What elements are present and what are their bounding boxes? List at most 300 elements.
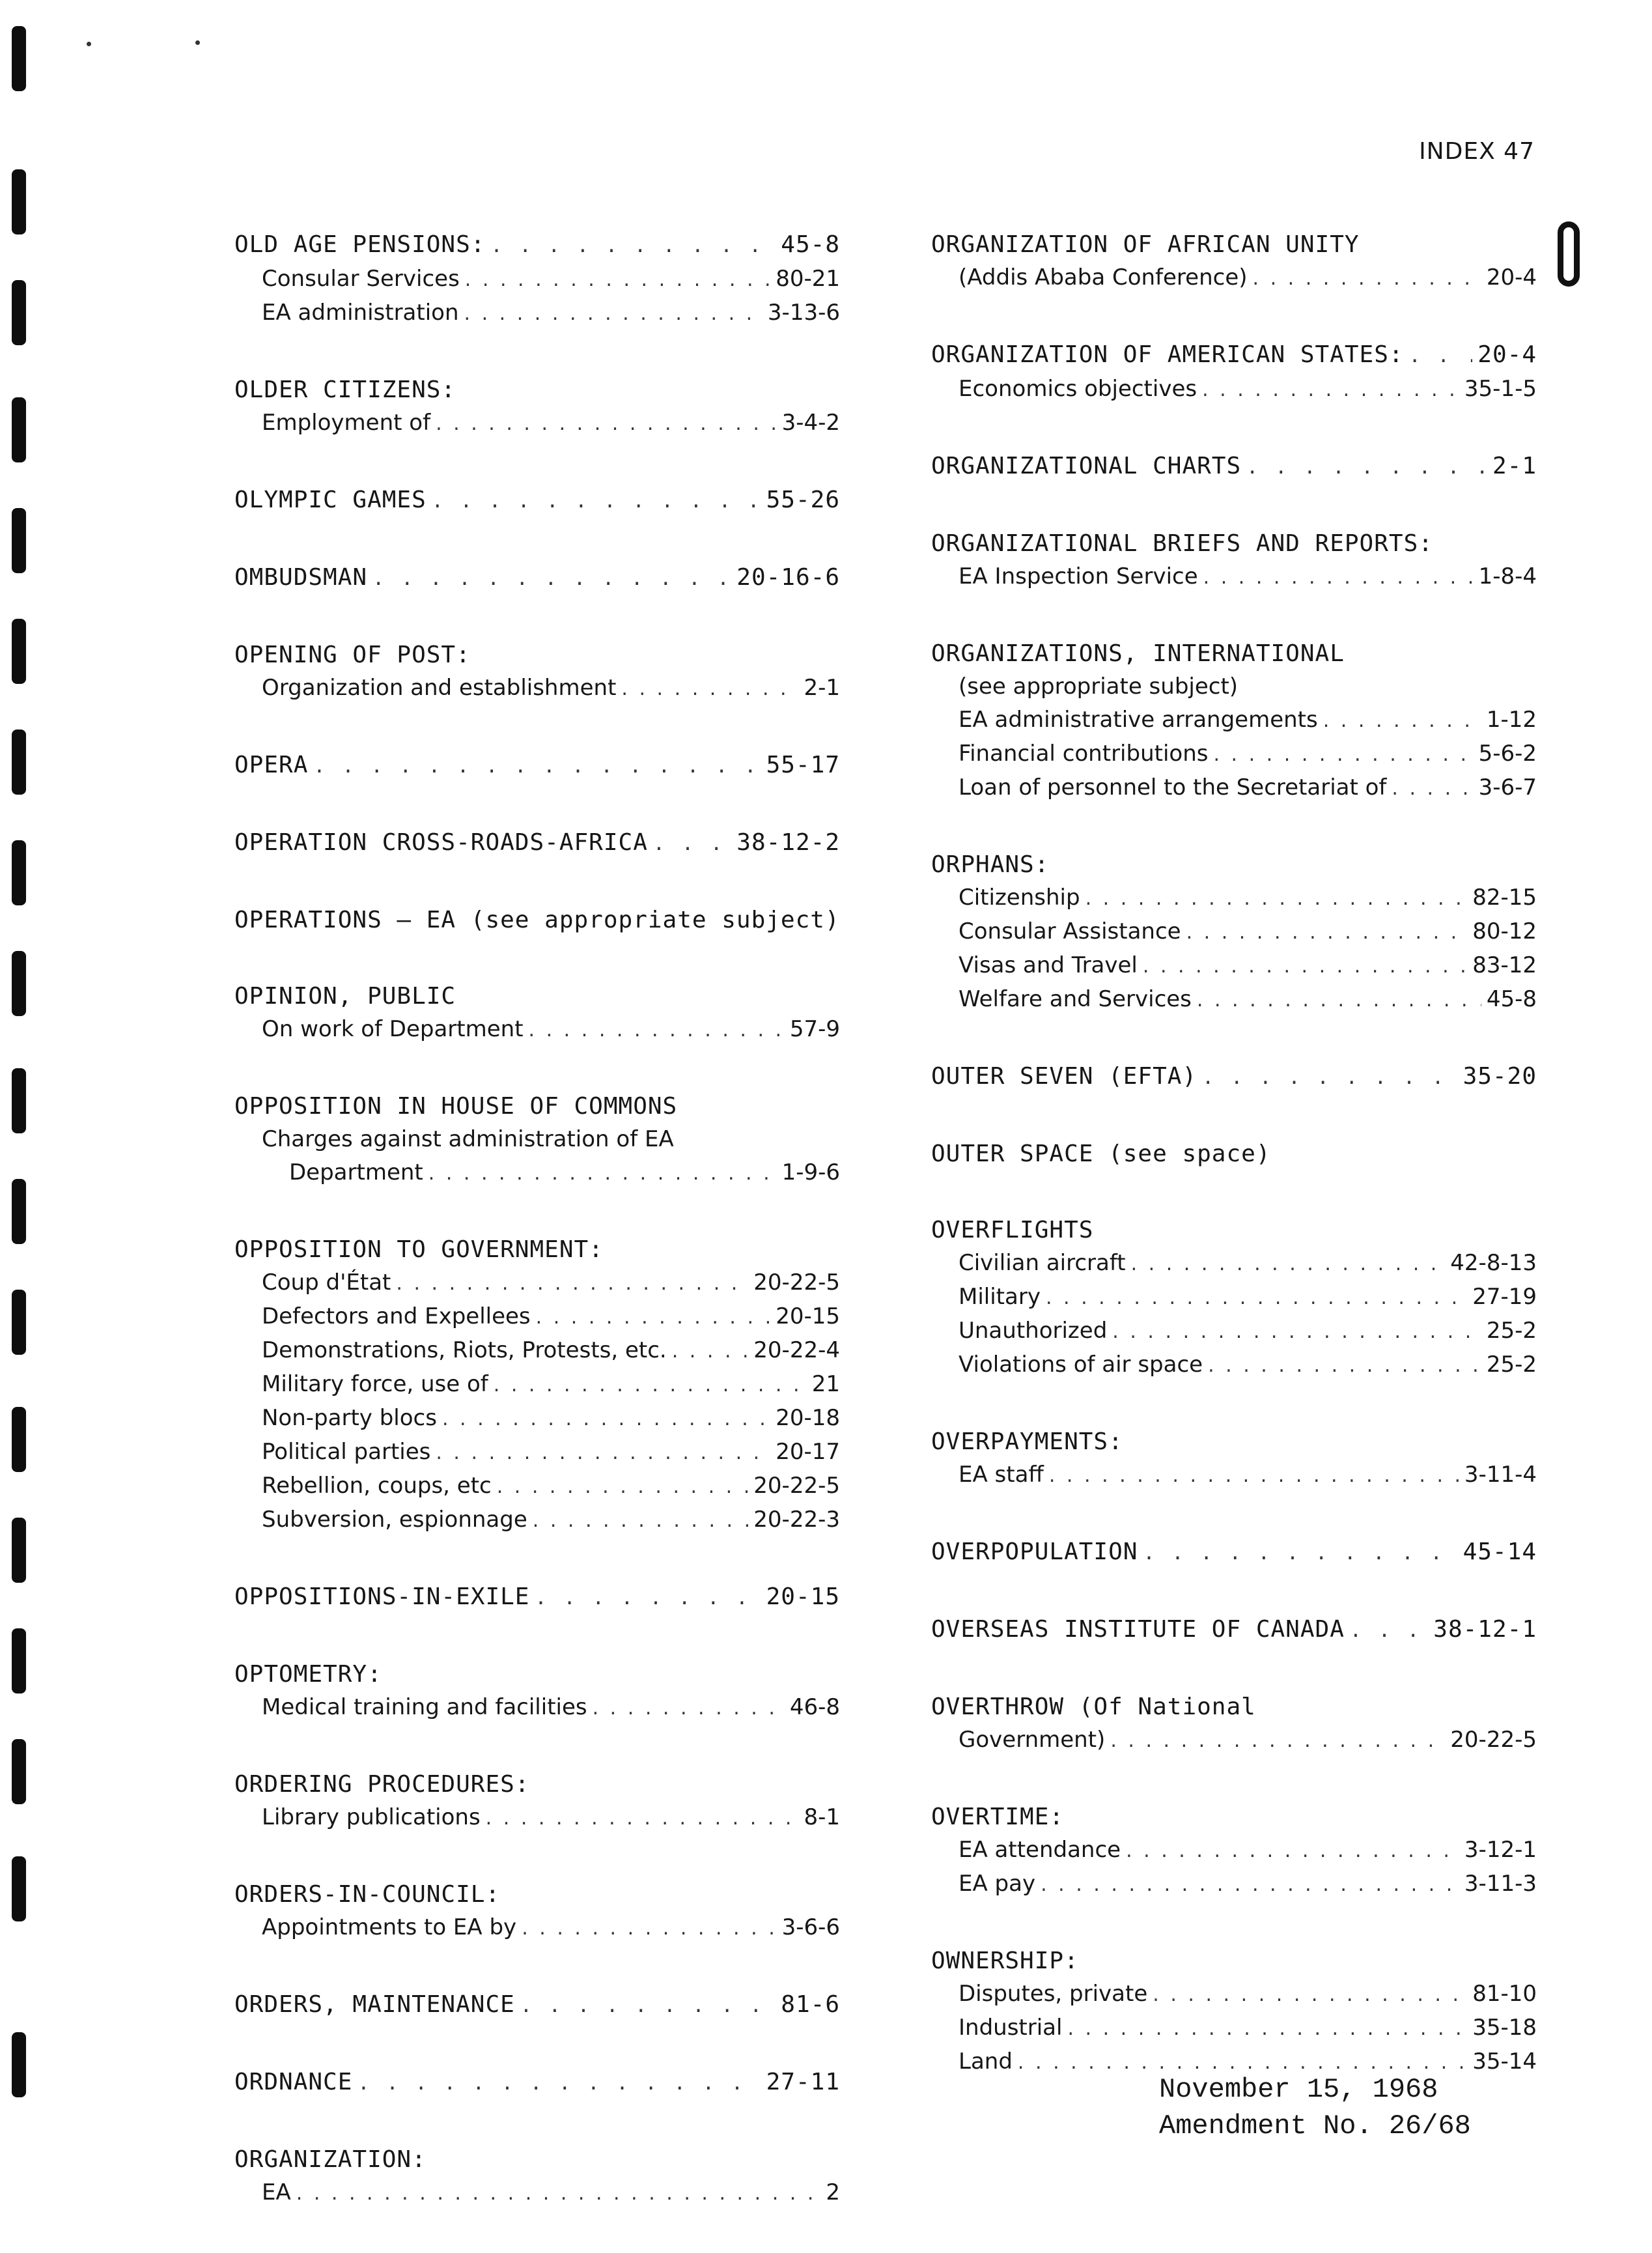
subentry	[931, 1834, 1537, 1867]
entry-heading	[234, 2065, 840, 2100]
dot-leader	[442, 1402, 770, 1436]
subentry-page-reference: 25-2	[1486, 1352, 1537, 1378]
dot-leader	[1046, 1281, 1467, 1314]
dot-leader	[1409, 339, 1473, 373]
subentry-label: EA administration	[262, 300, 459, 326]
entry-heading-label: OPERA	[234, 752, 309, 778]
subentry-page-reference: 81-10	[1472, 1981, 1537, 2007]
subentry-page-reference: 2-1	[804, 675, 840, 701]
entry-page-reference: 55-26	[766, 487, 840, 513]
dot-leader	[428, 1157, 777, 1190]
entry-heading	[931, 1944, 1537, 1977]
entry-heading-label: OUTER SEVEN (EFTA)	[931, 1063, 1197, 1090]
index-entry	[234, 980, 840, 1047]
subentry-label: Department	[289, 1159, 423, 1185]
entry-heading	[931, 527, 1537, 560]
dot-leader	[1208, 1349, 1481, 1382]
subentry	[234, 1402, 840, 1436]
subentry	[931, 1977, 1537, 2011]
entry-heading	[234, 980, 840, 1013]
subentry-label: Loan of personnel to the Secretariat of	[959, 774, 1387, 801]
subentry-page-reference: 20-4	[1486, 264, 1537, 290]
subentry-page-reference: 20-15	[776, 1303, 840, 1329]
entry-heading	[931, 848, 1537, 881]
subentry	[234, 262, 840, 296]
dot-leader	[372, 562, 731, 595]
binder-mark	[12, 730, 26, 795]
subentry-page-reference: 35-1-5	[1464, 376, 1537, 402]
index-entry	[931, 848, 1537, 1017]
dot-leader	[672, 1335, 749, 1368]
subentry	[931, 1348, 1537, 1382]
dot-leader	[1246, 451, 1487, 484]
entry-page-reference: 35-20	[1463, 1063, 1537, 1090]
index-entry	[931, 1944, 1537, 2079]
subentry-page-reference: 3-6-6	[781, 1914, 840, 1940]
subentry-page-reference: 1-8-4	[1478, 563, 1537, 589]
subentry	[234, 672, 840, 705]
entry-page-reference: 20-16-6	[736, 564, 840, 591]
entry-heading-label: OPINION, PUBLIC	[234, 983, 456, 1010]
entry-heading	[234, 2143, 840, 2176]
dot-leader	[494, 1368, 807, 1402]
entry-heading-label: OLYMPIC GAMES	[234, 487, 427, 513]
subentry-label: Financial contributions	[959, 741, 1209, 767]
index-entry	[931, 1137, 1537, 1170]
dot-leader	[1253, 262, 1481, 295]
subentry-label: Rebellion, coups, etc	[262, 1473, 492, 1499]
index-entry	[931, 1613, 1537, 1647]
entry-heading-label: OLD AGE PENSIONS:	[234, 231, 486, 258]
subentry-label: Economics objectives	[959, 376, 1197, 402]
subentry	[234, 1469, 840, 1503]
subentry	[931, 2011, 1537, 2045]
entry-heading-label: ORDERING PROCEDURES:	[234, 1771, 530, 1798]
entry-heading	[931, 338, 1537, 373]
index-entry	[234, 1988, 840, 2022]
entry-heading-label: OPPOSITION IN HOUSE OF COMMONS	[234, 1093, 678, 1120]
page-label: INDEX 47	[1419, 138, 1535, 165]
subentry-label: Government)	[959, 1727, 1106, 1753]
scan-speck	[87, 42, 91, 46]
subentry	[931, 1281, 1537, 1314]
subentry-label: Land	[959, 2048, 1013, 2075]
entry-heading-label: OVERTIME:	[931, 1804, 1065, 1830]
subentry-page-reference: 57-9	[789, 1016, 840, 1042]
subentry	[234, 1436, 840, 1469]
subentry	[234, 1300, 840, 1334]
subentry	[234, 1334, 840, 1368]
entry-heading-label: OVERSEAS INSTITUTE OF CANADA	[931, 1616, 1345, 1643]
entry-heading	[234, 826, 840, 860]
binder-mark	[12, 1179, 26, 1244]
subentry	[234, 1368, 840, 1402]
subentry-label: Welfare and Services	[959, 986, 1192, 1012]
scan-speck	[195, 40, 200, 45]
dot-leader	[464, 297, 763, 330]
entry-note: Charges against administration of EA	[262, 1126, 674, 1152]
subentry-page-reference: 5-6-2	[1478, 741, 1537, 767]
entry-heading-label: ORGANIZATION:	[234, 2146, 427, 2173]
entry-page-reference: 38-12-2	[736, 829, 840, 856]
index-entry	[234, 373, 840, 440]
dot-leader	[486, 1802, 799, 1835]
subentry-page-reference: 3-11-3	[1464, 1871, 1537, 1897]
dot-leader	[522, 1912, 776, 1945]
binder-mark	[12, 1856, 26, 1921]
binder-mark	[12, 169, 26, 234]
footer-amendment: Amendment No. 26/68	[1159, 2110, 1471, 2142]
dot-leader	[1085, 882, 1468, 915]
dot-leader	[1049, 1459, 1459, 1492]
entry-heading	[931, 1137, 1537, 1170]
subentry-page-reference: 20-17	[776, 1439, 840, 1465]
subentry-label: Visas and Travel	[959, 952, 1138, 978]
subentry-page-reference: 20-22-5	[753, 1473, 840, 1499]
entry-heading-label: OVERPOPULATION	[931, 1538, 1138, 1565]
index-entry	[234, 638, 840, 705]
subentry-label: Organization and establishment	[262, 675, 617, 701]
subentry	[931, 560, 1537, 594]
subentry-label: Political parties	[262, 1439, 431, 1465]
subentry	[931, 949, 1537, 983]
index-entry	[931, 1060, 1537, 1094]
entry-note: (see appropriate subject)	[959, 673, 1239, 700]
entry-heading	[234, 373, 840, 406]
subentry-label: Medical training and facilities	[262, 1694, 587, 1720]
entry-page-reference: 2-1	[1492, 453, 1537, 479]
entry-heading-label: OPTOMETRY:	[234, 1661, 382, 1688]
binder-mark	[12, 508, 26, 573]
entry-heading	[234, 1878, 840, 1911]
subentry	[234, 406, 840, 440]
subentry-label: Disputes, private	[959, 1981, 1148, 2007]
entry-heading-label: OVERPAYMENTS:	[931, 1428, 1123, 1455]
subentry-page-reference: 25-2	[1486, 1318, 1537, 1344]
dot-leader	[529, 1013, 785, 1047]
entry-heading-label: ORGANIZATIONAL BRIEFS AND REPORTS:	[931, 530, 1433, 557]
entry-heading	[931, 637, 1537, 670]
entry-heading-label: OPPOSITION TO GOVERNMENT:	[234, 1236, 604, 1263]
subentry-label: (Addis Ababa Conference)	[959, 264, 1248, 290]
entry-page-reference: 55-17	[766, 752, 840, 778]
subentry	[931, 261, 1537, 295]
subentry-page-reference: 20-22-5	[753, 1269, 840, 1296]
entry-page-reference: 20-15	[766, 1583, 840, 1610]
subentry-page-reference: 1-9-6	[781, 1159, 840, 1185]
dot-leader	[313, 750, 761, 783]
subentry-label: Non-party blocs	[262, 1405, 437, 1431]
subentry-page-reference: 8-1	[804, 1804, 840, 1830]
subentry-page-reference: 20-18	[776, 1405, 840, 1431]
index-entry	[234, 2143, 840, 2210]
binder-mark	[12, 2032, 26, 2097]
dot-leader	[520, 1989, 776, 2022]
entry-heading	[931, 1613, 1537, 1647]
index-entry	[234, 1768, 840, 1835]
index-entry	[234, 903, 840, 937]
subentry-label: Unauthorized	[959, 1318, 1108, 1344]
entry-heading-label: ORDNANCE	[234, 2069, 353, 2095]
entry-heading-label: OUTER SPACE (see space)	[931, 1141, 1271, 1167]
dot-leader	[593, 1692, 785, 1725]
subentry-label: Consular Services	[262, 266, 460, 292]
entry-heading-label: ORGANIZATION OF AMERICAN STATES:	[931, 341, 1404, 368]
subentry-label: Violations of air space	[959, 1352, 1203, 1378]
entry-heading	[234, 748, 840, 783]
subentry-page-reference: 45-8	[1486, 986, 1537, 1012]
index-entry	[234, 748, 840, 783]
footer	[1159, 2071, 1471, 2144]
subentry-label: EA staff	[959, 1462, 1044, 1488]
entry-heading	[234, 903, 840, 937]
subentry	[931, 915, 1537, 949]
index-entry	[931, 449, 1537, 484]
entry-heading-label: OVERTHROW (Of National	[931, 1693, 1256, 1720]
index-entry	[234, 483, 840, 518]
entry-heading-label: OPERATIONS – EA (see appropriate subject)	[234, 907, 840, 933]
binder-mark	[12, 951, 26, 1016]
entry-heading	[234, 1090, 840, 1123]
dot-leader	[497, 1470, 749, 1503]
dot-leader	[396, 1267, 748, 1300]
binder-mark	[12, 1628, 26, 1693]
subentry-page-reference: 27-19	[1472, 1284, 1537, 1310]
subentry	[931, 1314, 1537, 1348]
subentry-label: On work of Department	[262, 1016, 524, 1042]
entry-heading	[931, 1425, 1537, 1458]
dot-leader	[436, 1436, 770, 1469]
entry-heading	[234, 1233, 840, 1266]
subentry-page-reference: 42-8-13	[1450, 1250, 1537, 1276]
subentry-page-reference: 3-12-1	[1464, 1837, 1537, 1863]
entry-heading-label: OLDER CITIZENS:	[234, 376, 456, 403]
subentry-label: Military force, use of	[262, 1371, 488, 1397]
entry-heading	[931, 1800, 1537, 1834]
subentry	[931, 1458, 1537, 1492]
subentry	[931, 703, 1537, 737]
dot-leader	[1126, 1834, 1459, 1867]
binder-mark	[12, 1518, 26, 1583]
entry-heading-label: OPENING OF POST:	[234, 642, 471, 668]
dot-leader	[432, 485, 761, 518]
subentry-page-reference: 3-4-2	[781, 410, 840, 436]
subentry-label: Citizenship	[959, 885, 1080, 911]
subentry-page-reference: 1-12	[1486, 707, 1537, 733]
subentry-label: Library publications	[262, 1804, 481, 1830]
index-entry	[931, 637, 1537, 805]
subentry-label: EA pay	[959, 1871, 1036, 1897]
entry-page-reference: 81-6	[781, 1991, 840, 2018]
subentry	[234, 1801, 840, 1835]
dot-leader	[296, 2177, 821, 2210]
binder-mark	[12, 397, 26, 462]
binder-mark	[12, 1290, 26, 1355]
index-entry	[234, 1878, 840, 1945]
subentry	[234, 296, 840, 330]
subentry	[931, 1723, 1537, 1757]
dot-leader	[1143, 950, 1467, 983]
dot-leader	[1110, 1724, 1445, 1757]
subentry-page-reference: 21	[811, 1371, 840, 1397]
index-entry	[234, 1233, 840, 1537]
entry-page-reference: 20-4	[1477, 341, 1537, 368]
binder-mark	[12, 1407, 26, 1472]
entry-heading-label: ORGANIZATIONAL CHARTS	[931, 453, 1242, 479]
entry-heading	[931, 1690, 1537, 1723]
entry-heading	[931, 228, 1537, 261]
entry-heading	[234, 228, 840, 262]
entry-heading-label: OVERFLIGHTS	[931, 1217, 1094, 1243]
entry-page-reference: 45-14	[1463, 1538, 1537, 1565]
subentry-label: Subversion, espionnage	[262, 1507, 527, 1533]
entry-heading-label: OWNERSHIP:	[931, 1948, 1079, 1974]
dot-leader	[1202, 1061, 1457, 1094]
entry-heading-label: ORPHANS:	[931, 851, 1050, 878]
index-entry	[931, 527, 1537, 594]
dot-leader	[1186, 916, 1468, 949]
subentry	[931, 771, 1537, 805]
subentry-label: EA Inspection Service	[959, 563, 1198, 589]
dot-leader	[436, 407, 777, 440]
entry-heading	[931, 449, 1537, 484]
subentry-page-reference: 20-22-5	[1450, 1727, 1537, 1753]
entry-page-reference: 27-11	[766, 2069, 840, 2095]
dot-leader	[1323, 704, 1481, 737]
subentry	[931, 1867, 1537, 1901]
subentry-label: Appointments to EA by	[262, 1914, 517, 1940]
entry-heading	[931, 1535, 1537, 1570]
entry-heading	[234, 1658, 840, 1691]
index-entry	[931, 1425, 1537, 1492]
dot-leader	[1202, 373, 1459, 406]
binder-mark	[12, 619, 26, 684]
subentry	[234, 1266, 840, 1300]
footer-date: November 15, 1968	[1159, 2074, 1438, 2105]
dot-leader	[1350, 1614, 1428, 1647]
index-entry	[931, 1800, 1537, 1901]
entry-heading	[234, 561, 840, 595]
entry-heading	[234, 1580, 840, 1615]
entry-heading	[234, 483, 840, 518]
subentry	[931, 1247, 1537, 1281]
subentry-page-reference: 82-15	[1472, 885, 1537, 911]
entry-heading	[234, 1988, 840, 2022]
dot-leader	[357, 2067, 761, 2100]
binder-mark	[12, 1068, 26, 1133]
binder-mark	[12, 1739, 26, 1804]
binder-mark	[12, 840, 26, 905]
dot-leader	[621, 672, 798, 705]
dot-leader	[1197, 984, 1481, 1017]
subentry	[234, 1691, 840, 1725]
subentry-page-reference: 3-6-7	[1478, 774, 1537, 801]
subentry	[931, 737, 1537, 771]
index-entry	[234, 2065, 840, 2100]
index-entry	[931, 228, 1537, 295]
index-column-left	[234, 228, 840, 2253]
entry-heading-label: ORGANIZATIONS, INTERNATIONAL	[931, 640, 1345, 667]
subentry-label: EA attendance	[959, 1837, 1121, 1863]
entry-heading-label: ORDERS-IN-COUNCIL:	[234, 1881, 501, 1908]
index-entry	[234, 1090, 840, 1190]
index-entry	[234, 228, 840, 330]
entry-heading-label: OMBUDSMAN	[234, 564, 368, 591]
entry-heading-label: OPPOSITIONS-IN-EXILE	[234, 1583, 530, 1610]
subentry-label: Civilian aircraft	[959, 1250, 1126, 1276]
index-entry	[234, 1580, 840, 1615]
index-entry	[931, 1535, 1537, 1570]
subentry-page-reference: 80-12	[1472, 918, 1537, 944]
subentry-label: Consular Assistance	[959, 918, 1181, 944]
index-entry	[931, 1690, 1537, 1757]
dot-leader	[465, 263, 770, 296]
subentry-label: Military	[959, 1284, 1041, 1310]
dot-leader	[536, 1301, 771, 1334]
subentry	[234, 2176, 840, 2210]
dot-leader	[1041, 1868, 1459, 1901]
subentry	[234, 1911, 840, 1945]
entry-page-reference: 45-8	[781, 231, 840, 258]
subentry-label: Industrial	[959, 2015, 1063, 2041]
subentry-label: EA	[262, 2179, 291, 2205]
subentry	[931, 373, 1537, 406]
subentry-label: Coup d'État	[262, 1269, 391, 1296]
dot-leader	[1112, 1315, 1481, 1348]
subentry-label: Demonstrations, Riots, Protests, etc.	[262, 1337, 667, 1363]
subentry-page-reference: 46-8	[789, 1694, 840, 1720]
entry-heading	[234, 1768, 840, 1801]
dot-leader	[1131, 1247, 1446, 1281]
entry-heading	[234, 638, 840, 672]
index-column-right	[931, 228, 1537, 2122]
entry-heading-label: ORDERS, MAINTENANCE	[234, 1991, 515, 2018]
subentry-page-reference: 80-21	[776, 266, 840, 292]
binder-mark	[12, 26, 26, 91]
dot-leader	[1153, 1978, 1467, 2011]
entry-heading	[931, 1060, 1537, 1094]
subentry	[234, 1503, 840, 1537]
index-entry	[931, 1213, 1537, 1382]
subentry-label: Employment of	[262, 410, 431, 436]
subentry-page-reference: 35-18	[1472, 2015, 1537, 2041]
dot-leader	[1213, 738, 1473, 771]
index-entry	[234, 826, 840, 860]
dot-leader	[1392, 772, 1473, 805]
entry-heading-label: ORGANIZATION OF AFRICAN UNITY	[931, 231, 1360, 258]
entry-heading-label: OPERATION CROSS-ROADS-AFRICA	[234, 829, 648, 856]
subentry-page-reference: 20-22-3	[753, 1507, 840, 1533]
binder-mark	[12, 280, 26, 345]
dot-leader	[1143, 1537, 1457, 1570]
subentry-page-reference: 20-22-4	[753, 1337, 840, 1363]
dot-leader	[1067, 2012, 1467, 2045]
subentry	[931, 881, 1537, 915]
subentry-page-reference: 2	[826, 2179, 840, 2205]
subentry-page-reference: 83-12	[1472, 952, 1537, 978]
index-entry	[234, 561, 840, 595]
entry-heading	[931, 1213, 1537, 1247]
subentry-label: Defectors and Expellees	[262, 1303, 531, 1329]
dot-leader	[1203, 561, 1474, 594]
dot-leader	[490, 229, 776, 262]
subentry	[234, 1156, 840, 1190]
subentry	[931, 983, 1537, 1017]
side-tab-mark	[1558, 221, 1580, 287]
subentry-label: EA administrative arrangements	[959, 707, 1318, 733]
dot-leader	[535, 1581, 761, 1615]
index-entry	[234, 1658, 840, 1725]
